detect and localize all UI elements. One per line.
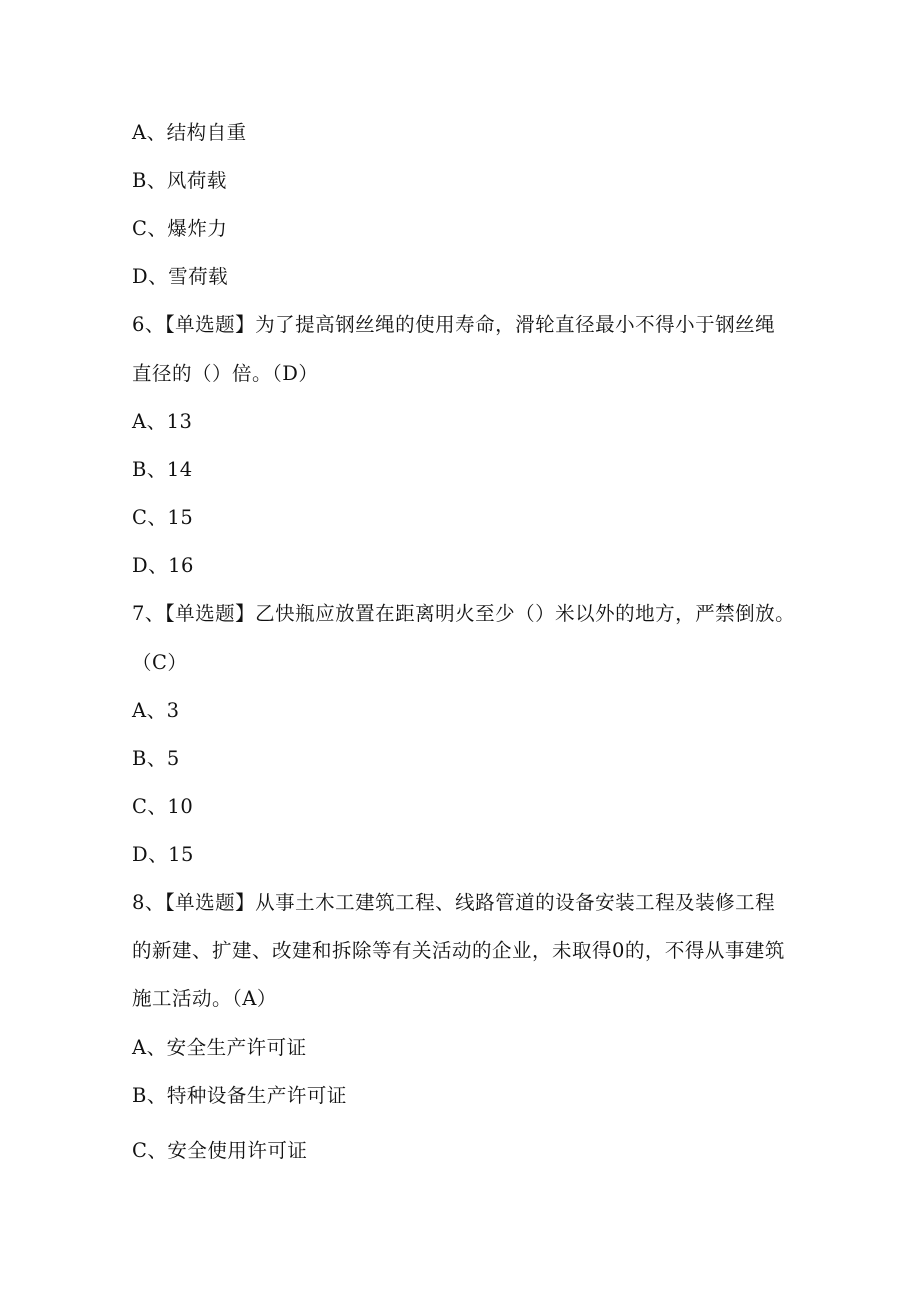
q8-option-c: C、安全使用许可证 <box>132 1139 308 1162</box>
q8-stem-line-2: 的新建、扩建、改建和拆除等有关活动的企业，未取得0的，不得从事建筑 <box>132 939 785 962</box>
q7-option-b: B、5 <box>132 747 180 770</box>
q5-option-b: B、风荷载 <box>132 169 227 192</box>
q6-option-b: B、14 <box>132 458 193 481</box>
q6-option-d: D、16 <box>132 554 194 577</box>
q5-option-a: A、结构自重 <box>132 121 247 144</box>
q6-stem-line-2: 直径的（）倍。（D） <box>132 362 319 385</box>
q8-stem-line-3: 施工活动。（A） <box>132 987 277 1010</box>
q6-option-a: A、13 <box>132 410 193 433</box>
q5-option-d: D、雪荷载 <box>132 265 229 288</box>
q6-option-c: C、15 <box>132 506 194 529</box>
q7-option-a: A、3 <box>132 699 180 722</box>
q8-option-b: B、特种设备生产许可证 <box>132 1084 347 1107</box>
q8-stem-line-1: 8、【单选题】从事土木工建筑工程、线路管道的设备安装工程及装修工程 <box>132 891 776 914</box>
q7-stem-line-1: 7、【单选题】乙快瓶应放置在距离明火至少（）米以外的地方，严禁倒放。 <box>132 602 796 625</box>
q6-stem-line-1: 6、【单选题】为了提高钢丝绳的使用寿命，滑轮直径最小不得小于钢丝绳 <box>132 313 776 336</box>
q7-stem-line-2: （C） <box>132 651 188 674</box>
q7-option-c: C、10 <box>132 795 194 818</box>
q8-option-a: A、安全生产许可证 <box>132 1036 307 1059</box>
q7-option-d: D、15 <box>132 843 194 866</box>
q5-option-c: C、爆炸力 <box>132 217 228 240</box>
